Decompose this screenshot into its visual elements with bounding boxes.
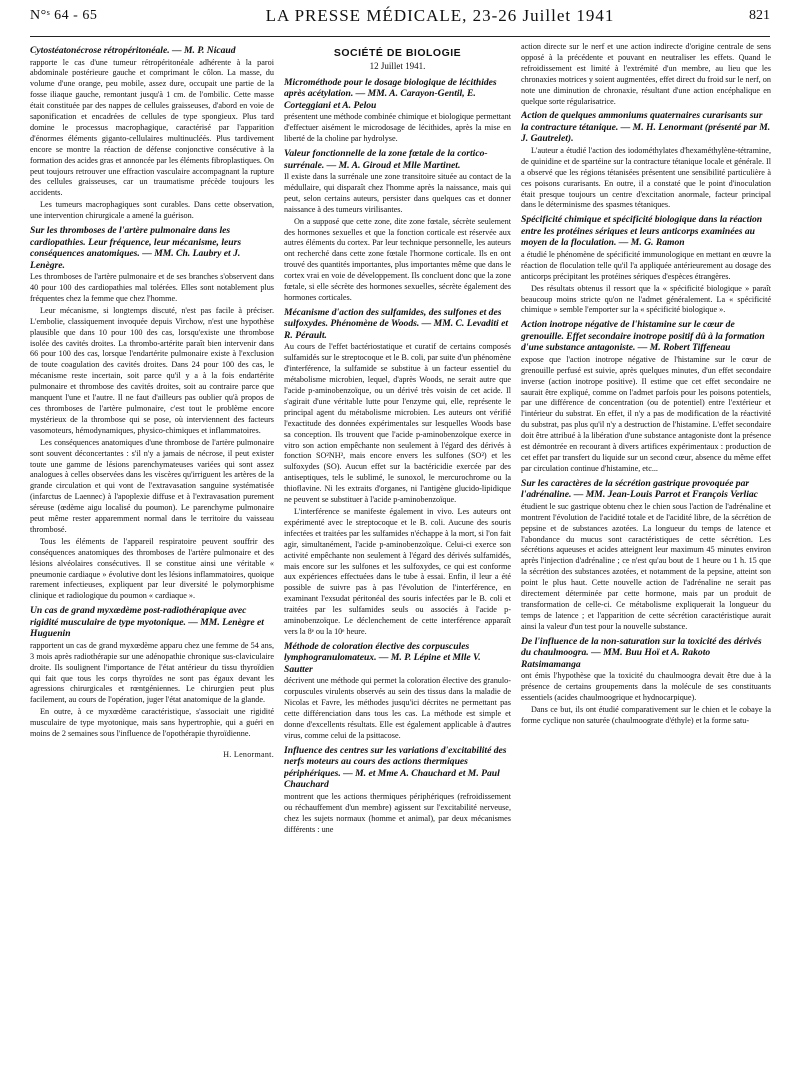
- paragraph: étudient le suc gastrique obtenu chez le chien sous l'action de l'adrénaline et montrent l'évolution de l'acidité totale et de l'acidité libre, de la sécrétion de pepsine et de substances azotées. La longueur du temps de latence et l'abondance du mucus sont caractéristiques de cette sécrétion. Les sécrétions aqueuses et acides atteignent leur maximum 45 minutes environ après l'injection d'adrénaline ; ce n'est qu'au bout de 1 heure ou 1 h. 15 que la sécrétion des substances azotées, et notamment de la pepsine, atteint son point le plus haut. Cette nouvelle action de l'adrénaline ne serait pas directement déterminée par cette hormone, mais par un produit de transformation de celle-ci. Ce métabolisme expliquerait la longueur du temps de latence ; et l'apparition de cette sécrétion caractéristique aurait ainsi la valeur d'un test pour la nouvelle substance.: [521, 501, 771, 631]
- article-title: Valeur fonctionnelle de la zone fœtale de la cortico-surrénale. — M. A. Giroud et Mlle Martinet.: [284, 148, 488, 171]
- article-title: Sur les caractères de la sécrétion gastrique provoquée par l'adrénaline. — MM. Jean-Louis Parrot et François Verliac: [521, 477, 758, 501]
- article-title: Action de quelques ammoniums quaternaires curarisants sur la contracture tétanique. — M. H. Lenormant (présenté par M. J. Gautrelet).: [521, 110, 771, 145]
- article-title: Influence des centres sur les variations d'excitabilité des nerfs moteurs au cours des actions thermiques périphériques. — M. et Mme A. Chauchard et M. Paul Chauchard: [284, 744, 507, 791]
- paragraph: Les conséquences anatomiques d'une thrombose de l'artère pulmonaire sont souvent déconcertantes : s'il n'y a jamais de nécrose, il peut exister toute une gamme de lésions parenchymateuses variées qui sont assez analogues à celles observées dans les viscères qu'irriguent les artères de la grande circulation et qui vont de l'extravasation sanguine systématisée (infarctus de Laennec) à l'apoplexie diffuse et à l'extravasation purement séreuse (œdème aigu localisé du poumon). Le parenchyme pulmonaire peut même rester apparemment normal dans le territoire du vaisseau thrombosé.: [30, 437, 274, 534]
- page-header: [30, 8, 770, 37]
- paragraph: action directe sur le nerf et une action indirecte d'origine centrale de sens opposé à la précédente et pouvant en neutraliser les effets. Quand le refroidissement est limité à l'extrémité d'un membre, au lieu que les chronaxies motrices y soient augmentées, effet direct du froid sur le nerf, on note une diminution de chronaxie, résultant d'une action encéphalique en quelque sorte régularisatrice.: [521, 42, 771, 106]
- paragraph: a étudié le phénomène de spécificité immunologique en mettant en œuvre la réaction de floculation telle qu'il l'a appliquée antérieurement au dosage des anticorps précipitant les protéines sériques d'espèces étrangères.: [521, 249, 771, 281]
- paragraph: Dans ce but, ils ont étudié comparativement sur le chien et le cobaye la forme cyclique non saturée (chaulmoograte d'éthyle) et la forme satu-: [521, 704, 771, 725]
- paragraph: Leur mécanisme, si longtemps discuté, n'est pas facile à préciser. L'embolie, classiquement invoquée depuis Virchow, n'est une hypothèse plausible que dans 10 pour 100 des cas, lorsqu'existe une thrombose isolée des cavités droites. La thrombo-artérite paraît bien intervenir dans 66 pour 100 des cas, lorsque l'endartérite pulmonaire existe à l'exclusion de toute coagulation des cavités droites. Dans 24 pour 100 des cas, le mécanisme reste incertain, soit parce qu'il y a à la fois endartérite pulmonaire et thrombose des cavités droites, soit au contraire parce que manquent l'une et l'autre. Il ne faut d'ailleurs pas oublier qu'à propos de ces thromboses de l'artère pulmonaire, c'est tout le problème encore mystérieux de la thrombose qui se pose, où interviennent des facteurs vasomoteurs, hémodynamiques, physico-chimiques et inflammatoires.: [30, 305, 274, 435]
- paragraph: Il existe dans la surrénale une zone transitoire située au contact de la médullaire, qui disparaît chez l'homme après la naissance, mais qui peut, selon certains auteurs, persister dans quelques cas et donner naissance à des tumeurs virilisantes.: [284, 172, 511, 214]
- column-middle: [284, 42, 511, 1074]
- author-signature: H. Lenormant.: [223, 749, 274, 759]
- article-title: Mécanisme d'action des sulfamides, des sulfones et des sulfoxydes. Phénomène de Woods. — MM. C. Levaditi et R. Pérault.: [284, 306, 509, 341]
- page-number: 821: [749, 8, 770, 23]
- paragraph: Des résultats obtenus il ressort que la « spécificité biologique » paraît beaucoup moins stricte qu'on ne l'admet généralement. La « spécificité chimique » semble l'emporter sur la « spécificité biologique ».: [521, 283, 771, 315]
- column-left: [30, 42, 274, 1074]
- paragraph: En outre, à ce myxœdème caractéristique, s'associait une rigidité musculaire de type myotonique, mais sans hypertrophie, qui a guéri en moins de 2 semaines sous l'influence de l'opothérapie thyroïdienne.: [30, 707, 274, 739]
- paragraph: ont émis l'hypothèse que la toxicité du chaulmoogra devait être due à la présence de certains groupements dans la molécule de ses constituants essentiels (acides chaulmoogrique et hydnocarpique).: [521, 671, 771, 702]
- paragraph: rapporte le cas d'une tumeur rétropéritonéale adhérente à la paroi abdominale postérieure gauche et comprimant le côlon. La masse, du volume d'une orange, peu mobile, assez dure, occupait une partie de la fosse iliaque gauche, remontant jusqu'à 1 cm. de l'ombilic. Cette masse était constituée par des nappes de cellules graisseuses, d'abord en voie de saponification et encadrées de cellules de type spongieux. Plus tard domine le processus macrophagique, caractérisé par l'apparition d'énormes éléments giganto-cellulaires multinucléés. Plus tardivement encore se montre la réaction de défense conjonctive consécutive à la formation des acides gras et annoncée par les éléments fibroplastiques. On peut toujours retrouver une effraction vasculaire accompagnant la rupture des cellules graisseuses, car un traumatisme précède toujours les accidents.: [30, 57, 274, 198]
- article-title: Spécificité chimique et spécificité biologique dans la réaction entre les protéines sériques et leurs anticorps examinées au moyen de la floculation. — M. G. Ramon: [521, 214, 763, 249]
- paragraph: Tous les éléments de l'appareil respiratoire peuvent souffrir des conséquences anatomiques des thromboses de l'artère pulmonaire et des lésions alvéolaires consécutives. Il se constitue ainsi une véritable « pneumonie cardiaque » évolutive dont les lésions inflammatoires, quoique rarement infectieuses, expliquent par leur diversité le polymorphisme clinique et radiologique du poumon « cardiaque ».: [30, 536, 274, 601]
- article-title: Un cas de grand myxœdème post-radiothérapique avec rigidité musculaire de type myotonique. — MM. Lenègre et Huguenin: [30, 605, 264, 640]
- paragraph: montrent que les actions thermiques périphériques (refroidissement ou réchauffement d'un membre) agissent sur l'excitabilité nerveuse, chez les sujets normaux (homme et animal), par deux mécanismes différents : une: [284, 791, 511, 834]
- paragraph: Les thromboses de l'artère pulmonaire et de ses branches s'observent dans 40 pour 100 des cardiopathies mal tolérées. Elles sont notablement plus fréquentes chez la femme que chez l'homme.: [30, 272, 274, 303]
- column-right: [521, 42, 771, 1074]
- paragraph: décrivent une méthode qui permet la coloration élective des granulo-corpuscules virulents observés au sein des tissus dans la maladie de Nicolas et Favre, les méthodes jusqu'ici décrites ne permettant pas cette différenciation dans tous les cas. La méthode est simple et donne d'excellents résultats. Elle est également applicable à d'autres virus, comme celui de la psittacose.: [284, 676, 511, 740]
- paragraph: rapportent un cas de grand myxœdème apparu chez une femme de 54 ans, 3 mois après radiothérapie sur une adénopathie chronique sus-claviculaire droite. Ils soulignent l'importance de l'état antérieur du tissu thyroïdien qui fait que tous les corps thyroïdes ne sont pas égaux devant les agressions chirurgicales et rœntgéniennes. Le chirurgien peut plus facilement, au cours de l'opération, juger l'état anatomique de la glande.: [30, 640, 274, 705]
- paragraph: Les tumeurs macrophagiques sont curables. Dans cette observation, une intervention chirurgicale a amené la guérison.: [30, 200, 274, 221]
- paragraph: Au cours de l'effet bactériostatique et curatif de certains composés sulfamidés sur le streptocoque et le B. coli, par suite d'un phénomène d'interférence, la sulfamide se substitue à un facteur essentiel du métabolisme microbien, lequel, d'après Woods, ne serait autre que l'acide p-aminobenzoïque, ou un dérivé très voisin de cet acide. Il s'agirait d'une véritable lutte pour l'enzyme qui, elle, représente le principal agent du métabolisme microbien. Les auteurs ont vérifié l'exactitude des données expérimentales sur lesquelles Woods base sa conception. Ils trouvent que l'acide p-aminobenzoïque exerce in vitro son action empêchante non seulement à l'égard des dérivés à fonction SO²NH², mais encore envers les sulfones (SO²) et les sulfoxydes (SO). Aucun effet sur la bactéricidie exercée par des antiseptiques, tels le sublimé, le sunoxol, le mercurochrome ou la thioflavine. Ni les extraits d'organes, ni l'antigène glucido-lipidique ne peuvent se substituer à l'acide p-aminobenzoïque.: [284, 342, 511, 505]
- article-title: Microméthode pour le dosage biologique de lécithides après acétylation. — MM. A. Carayon-Gentil, E. Corteggiani et A. Pelou: [284, 76, 497, 111]
- paragraph: présentent une méthode combinée chimique et biologique permettant d'effectuer aisément le microdosage de lécithides, après la mise en liberté de la choline par hydrolyse.: [284, 112, 511, 144]
- paragraph: L'interférence se manifeste également in vivo. Les auteurs ont expérimenté avec le streptocoque et le B. coli. Aucune des souris infectées et traitées par les sulfamides n'échappe à la mort, si l'on fait agir, simultanément, l'acide p-aminobenzoïque. Celui-ci exerce son activité empêchante non seulement à l'égard des dérivés sulfamidés, mais encore sur les sulfones et les sulfoxydes, ce qui est conforme aux expériences effectuées dans le tube à essai. Enfin, il leur a été possible de suivre pas à pas l'évolution de l'interférence, en examinant l'exsudat péritonéal des souris infectées par le B. coli et traitées par les sulfamides seuls ou associés à l'acide p-aminobenzoïque. Le déclenchement de cette interférence apparaît vers la 8ᵉ ou la 10ᵉ heure.: [284, 507, 511, 636]
- article-title: Action inotrope négative de l'histamine sur le cœur de grenouille. Effet secondaire inotrope positif dû à la formation d'une substance antagoniste. — M. Robert Tiffeneau: [521, 319, 765, 354]
- paragraph: L'auteur a étudié l'action des iodométhylates d'hexaméthylène-tétramine, de quinidine et de spartéine sur la contracture tétanique locale et générale. Il a observé que les régions tétanisées présentent une sensibilité particulière à ces poisons curarisants. En outre, il a constaté que le point d'inoculation était presque toujours un centre d'excitation anormale, facteur principal dans le déterminisme des spasmes tétaniques.: [521, 145, 771, 210]
- article-title: Méthode de coloration élective des corpuscules lymphogranulomateux. — M. P. Lépine et Mlle V. Sautter: [284, 640, 481, 675]
- article-title: Cytostéatonécrose rétropéritonéale. — M. P. Nicaud: [30, 45, 236, 56]
- section-title: SOCIÉTÉ DE BIOLOGIE: [333, 47, 462, 59]
- paragraph: On a supposé que cette zone, dite zone fœtale, sécrète seulement des hormones sexuelles et que la fonction corticale est réservée aux autres éléments du cortex. Par leur technique personnelle, les auteurs ont recherché dans cette zone fœtale l'hormone corticale. Ils en ont trouvé des quantités importantes, plus importantes même que dans le cortex vrai en voie de développement. Ils concluent donc que la zone fœtale, si elle sécrète des hormones sexuelles, sécrète également des hormones corticales.: [284, 216, 511, 302]
- journal-title: LA PRESSE MÉDICALE, 23-26 Juillet 1941: [265, 6, 615, 25]
- article-title: Sur les thromboses de l'artère pulmonaire dans les cardiopathies. Leur fréquence, leur mécanisme, leurs conséquences anatomiques. — MM. Ch. Laubry et J. Lenègre.: [30, 225, 242, 271]
- article-title: De l'influence de la non-saturation sur la toxicité des dérivés du chaulmoogra. — MM. Buu Hoï et A. Rakoto Ratsimamanga: [521, 635, 762, 670]
- paragraph: expose que l'action inotrope négative de l'histamine sur le cœur de grenouille perfusé est suivie, après quelques minutes, d'un effet secondaire inverse (action inotrope positive). Il estime que cet effet secondaire ne saurait être expliqué, comme on l'admet parfois pour les poisons potentiels, par une différence de concentration (ou de potentiel) entre l'extérieur et l'intérieur du substrat. En effet, il n'y a pas de modification de la réactivité du substrat, pas plus qu'il n'y a destruction de l'histamine. L'effet secondaire doit être attribué à la libération d'une substance antagoniste dont la présence est démontrée en recourant à divers artifices expérimentaux : production de cet effet par transfert du liquide sur un second cœur, absence du même effet par circulation continue d'histamine, etc...: [521, 354, 771, 473]
- issue-number: N°ˢ 64 - 65: [30, 8, 98, 23]
- section-date: 12 Juillet 1941.: [369, 60, 426, 71]
